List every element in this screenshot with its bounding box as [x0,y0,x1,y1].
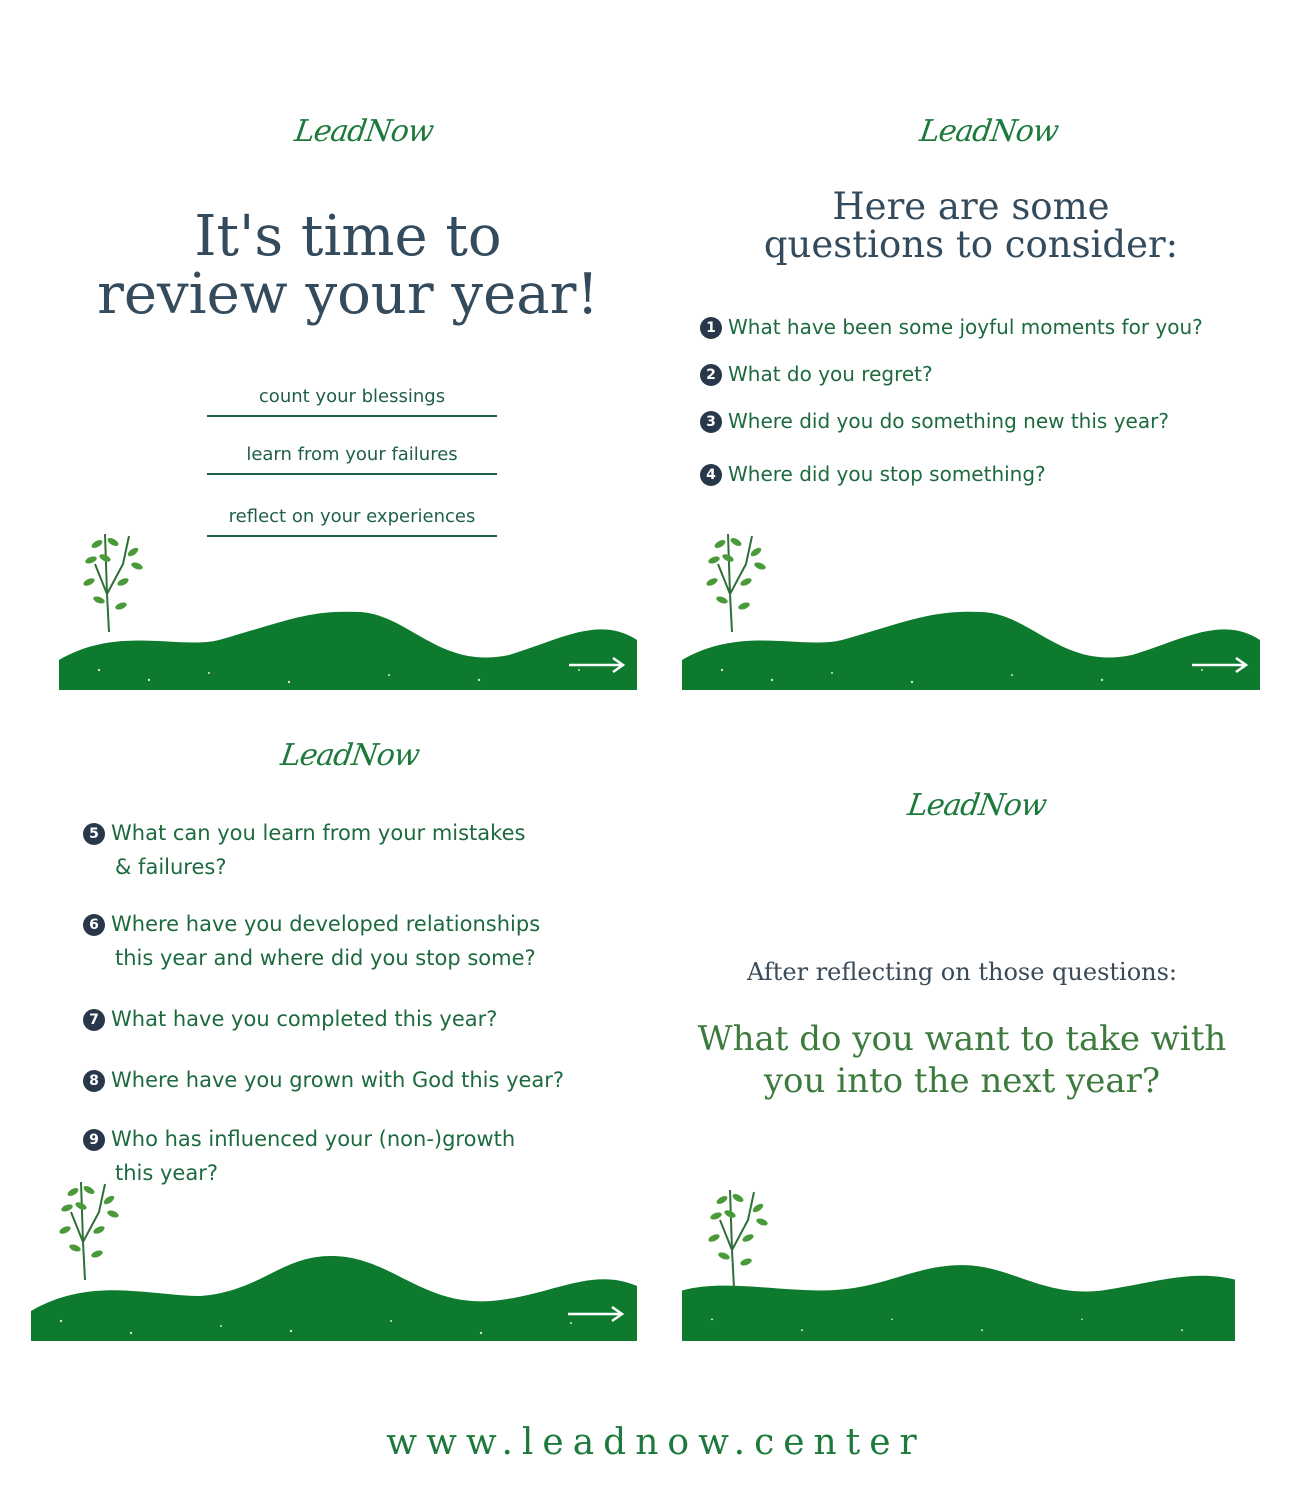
number-badge: 6 [83,914,105,936]
plant-icon [702,1180,782,1290]
number-badge: 3 [700,411,722,433]
arrow-right-icon[interactable] [567,655,627,675]
question-line-1: What do you want to take with [697,1019,1227,1059]
slide-2 [682,90,1260,690]
number-badge: 2 [700,364,722,386]
question-text-line-1: Where have you developed relationships [111,912,541,936]
number-badge: 5 [83,823,105,845]
title-line-2: questions to consider: [763,223,1179,266]
brand-logo: LeadNow [292,114,436,149]
slide-4 [682,760,1235,1341]
question-text: Where did you do something new this year? [728,409,1169,433]
arrow-right-icon[interactable] [1190,655,1250,675]
question-text-line-1: Where have you grown with God this year? [111,1068,565,1092]
plant-icon [53,1172,133,1282]
number-badge: 7 [83,1009,105,1031]
number-badge: 4 [700,464,722,486]
question-text-line-2: this year? [115,1161,218,1185]
question-text: What have been some joyful moments for you? [728,315,1203,339]
question-text-line-1: What can you learn from your mistakes [111,821,526,845]
title-line-1: It's time to [194,204,502,269]
number-badge: 1 [700,317,722,339]
question-text: What do you regret? [728,362,933,386]
subtitle-blessings: count your blessings [207,386,497,417]
slide-2-title [682,185,1260,266]
brand-logo: LeadNow [905,788,1049,823]
brand-logo: LeadNow [278,738,422,773]
question-1 [700,310,1203,344]
arrow-right-icon[interactable] [566,1304,626,1324]
slide-4-question [682,1018,1235,1102]
slide-4-lead: After reflecting on those questions: [746,958,1178,986]
question-text-line-2: this year and where did you stop some? [115,946,536,970]
subtitle-experiences: reflect on your experiences [207,506,497,537]
question-text-line-1: What have you completed this year? [111,1007,498,1031]
brand-logo: LeadNow [917,114,1061,149]
question-2 [700,357,933,391]
question-6 [83,907,540,975]
plant-icon [77,524,157,634]
question-text-line-1: Who has influenced your (non-)growth [111,1127,516,1151]
question-8 [83,1063,564,1097]
question-3 [700,404,1169,438]
title-line-2: review your year! [97,262,599,327]
footer-url[interactable]: www.leadnow.center [386,1422,926,1463]
slide-1 [59,90,637,690]
plant-icon [700,524,780,634]
subtitle-failures: learn from your failures [207,444,497,475]
slide-1-title [59,204,637,327]
question-4 [700,457,1046,491]
slide-3 [31,714,637,1341]
question-text-line-2: & failures? [115,855,227,879]
number-badge: 8 [83,1070,105,1092]
question-7 [83,1002,497,1036]
number-badge: 9 [83,1129,105,1151]
question-5 [83,816,525,884]
question-line-2: you into the next year? [763,1061,1161,1101]
title-line-1: Here are some [832,185,1110,228]
question-text: Where did you stop something? [728,462,1046,486]
